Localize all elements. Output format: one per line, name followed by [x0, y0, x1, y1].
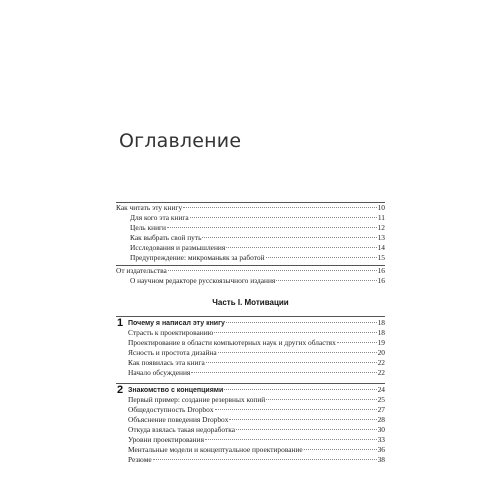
toc-entry[interactable]: [116, 266, 385, 276]
dot-leader: [236, 429, 377, 430]
toc-entry[interactable]: [128, 368, 385, 378]
page-number: 13: [377, 233, 385, 242]
toc-entry[interactable]: [116, 243, 385, 253]
page-number: 38: [377, 455, 385, 464]
page-number: 33: [377, 435, 385, 444]
toc-entry[interactable]: [128, 395, 385, 405]
dot-leader: [153, 459, 377, 460]
page-number: 25: [377, 395, 385, 404]
dot-leader: [226, 322, 377, 323]
toc-front-group-2: [116, 266, 385, 286]
entry-title: Предупреждение: микроманьяк за работой: [130, 253, 265, 262]
dot-leader: [266, 257, 377, 258]
entry-title: Общедоступность Dropbox: [128, 405, 214, 414]
dot-leader: [337, 342, 377, 343]
toc-entry[interactable]: [128, 425, 385, 435]
toc-entry[interactable]: [128, 435, 385, 445]
dot-leader: [191, 372, 376, 373]
toc-entry[interactable]: [128, 338, 385, 348]
chapter-number: 2: [117, 384, 124, 396]
entry-title: Уровни проектирования: [128, 435, 204, 444]
toc-chapter-2: [128, 385, 385, 465]
entry-title: Откуда взялась такая недоработка: [128, 425, 235, 434]
dot-leader: [205, 439, 377, 440]
dot-leader: [229, 419, 376, 420]
page-number: 12: [377, 223, 385, 232]
entry-title: Начало обсуждения: [128, 368, 191, 377]
page-number: 15: [377, 253, 385, 262]
section-rule: [116, 316, 385, 317]
toc-entry[interactable]: [128, 358, 385, 368]
dot-leader: [276, 280, 376, 281]
dot-leader: [224, 389, 376, 390]
toc-entry[interactable]: [128, 445, 385, 455]
page-number: 22: [377, 368, 385, 377]
toc-entry[interactable]: [128, 415, 385, 425]
page-number: 11: [377, 213, 385, 222]
toc-entry[interactable]: [128, 455, 385, 465]
entry-title: Исследования и размышления: [130, 243, 226, 252]
entry-title: Ясность и простота дизайна: [128, 348, 217, 357]
chapter-title-entry[interactable]: [128, 385, 385, 395]
page-number: 30: [377, 425, 385, 434]
dot-leader: [304, 449, 377, 450]
toc-entry[interactable]: [128, 328, 385, 338]
entry-title: Проектирование в области компьютерных наук и других областях: [128, 338, 336, 347]
dot-leader: [218, 352, 377, 353]
page-number: 22: [377, 358, 385, 367]
dot-leader: [190, 217, 377, 218]
toc-entry[interactable]: [116, 203, 385, 213]
page-number: 36: [377, 445, 385, 454]
toc-entry[interactable]: [116, 223, 385, 233]
dot-leader: [202, 237, 376, 238]
entry-title: Для кого эта книга: [130, 213, 189, 222]
page-number: 19: [377, 338, 385, 347]
dot-leader: [183, 207, 376, 208]
page-number: 16: [377, 276, 385, 285]
dot-leader: [226, 247, 376, 248]
page-number: 28: [377, 415, 385, 424]
dot-leader: [214, 332, 376, 333]
page-number: 20: [377, 348, 385, 357]
page-number: 18: [377, 318, 385, 327]
chapter-number: 1: [117, 317, 124, 329]
entry-title: Как появилась эта книга: [128, 358, 205, 367]
page-title: Оглавление: [119, 130, 242, 152]
entry-title: Цель книги: [130, 223, 167, 232]
page-number: 24: [377, 385, 385, 394]
toc-entry[interactable]: [116, 276, 385, 286]
toc-chapter-1: [128, 318, 385, 378]
entry-title: От издательства: [116, 266, 167, 275]
entry-title: Резюме: [128, 455, 152, 464]
entry-title: О научном редакторе русскоязычного издания: [130, 276, 276, 285]
entry-title: Знакомство с концепциями: [128, 387, 224, 394]
page-number: 18: [377, 328, 385, 337]
page-number: 16: [377, 266, 385, 275]
chapter-title-entry[interactable]: [128, 318, 385, 328]
section-rule: [116, 383, 385, 384]
entry-title: Первый пример: создание резервных копий: [128, 395, 266, 404]
toc-entry[interactable]: [116, 233, 385, 243]
entry-title: Объяснение поведения Dropbox: [128, 415, 229, 424]
page-number: 10: [377, 203, 385, 212]
dot-leader: [206, 362, 377, 363]
page-number: 14: [377, 243, 385, 252]
toc-front-group-1: [116, 203, 385, 263]
toc-entry[interactable]: [128, 405, 385, 415]
entry-title: Ментальные модели и концептуальное проектирование: [128, 445, 303, 454]
part-heading: Часть I. Мотивации: [212, 298, 289, 307]
entry-title: Как выбрать свой путь: [130, 233, 202, 242]
dot-leader: [168, 270, 377, 271]
page-number: 27: [377, 405, 385, 414]
dot-leader: [167, 227, 377, 228]
toc-entry[interactable]: [116, 213, 385, 223]
entry-title: Как читать эту книгу: [116, 203, 183, 212]
dot-leader: [215, 409, 377, 410]
dot-leader: [266, 399, 376, 400]
toc-entry[interactable]: [128, 348, 385, 358]
entry-title: Страсть к проектированию: [128, 328, 214, 337]
toc-entry[interactable]: [116, 253, 385, 263]
entry-title: Почему я написал эту книгу: [128, 320, 225, 327]
